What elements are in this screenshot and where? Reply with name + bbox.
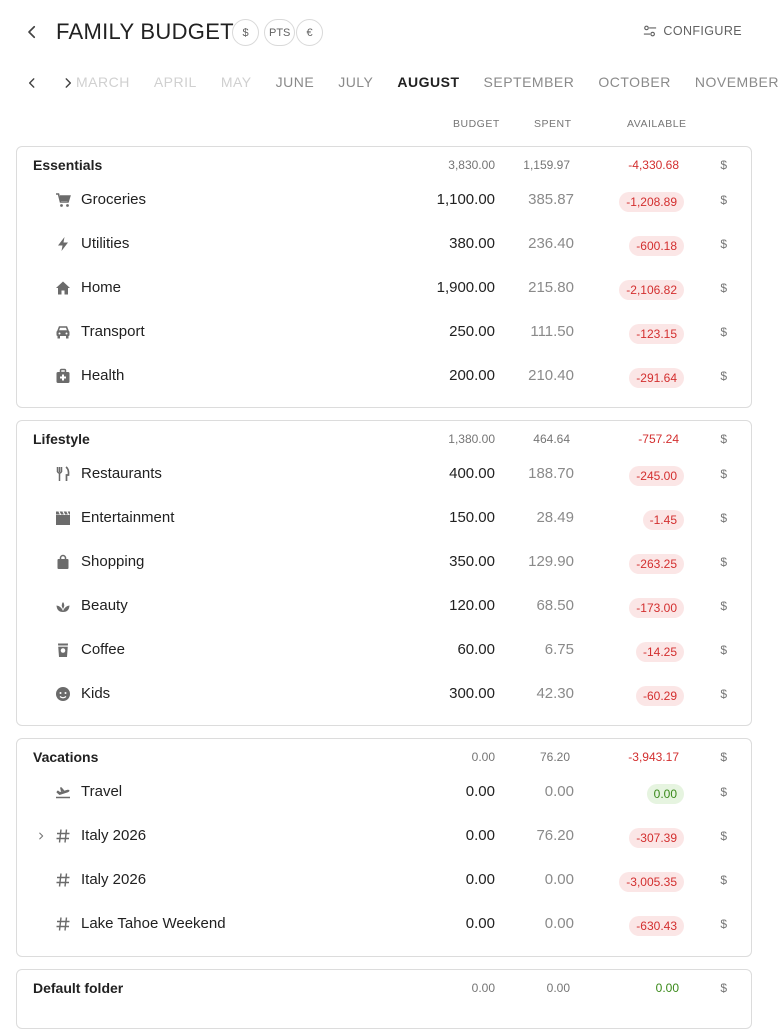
category-spent: 0.00: [544, 783, 574, 800]
category-icon: [55, 236, 71, 252]
currency-chip-euro[interactable]: €: [296, 19, 323, 46]
group-currency: $: [720, 981, 727, 995]
category-budget[interactable]: 300.00: [449, 685, 495, 702]
face-icon: [55, 686, 71, 702]
category-spent: 215.80: [528, 279, 574, 296]
category-budget[interactable]: 0.00: [465, 915, 495, 932]
category-icon: [55, 466, 71, 482]
category-currency: $: [720, 687, 727, 701]
category-icon: [55, 368, 71, 384]
category-available-badge[interactable]: -1.45: [643, 510, 684, 530]
category-name[interactable]: Restaurants: [81, 465, 162, 482]
category-spent: 42.30: [536, 685, 574, 702]
category-available-badge[interactable]: -600.18: [629, 236, 684, 256]
category-available-badge[interactable]: -14.25: [636, 642, 684, 662]
category-budget[interactable]: 0.00: [465, 783, 495, 800]
month-tab-june[interactable]: JUNE: [275, 74, 315, 90]
category-spent: 188.70: [528, 465, 574, 482]
category-name[interactable]: Coffee: [81, 641, 125, 658]
category-currency: $: [720, 829, 727, 843]
category-available-badge[interactable]: -173.00: [629, 598, 684, 618]
category-spent: 111.50: [530, 323, 574, 340]
category-icon: [55, 642, 71, 658]
month-tab-november[interactable]: NOVEMBER: [694, 74, 779, 90]
category-currency: $: [720, 325, 727, 339]
cart-icon: [55, 192, 71, 208]
category-budget[interactable]: 1,100.00: [436, 191, 495, 208]
category-budget[interactable]: 0.00: [465, 871, 495, 888]
page-title: FAMILY BUDGET: [56, 19, 234, 44]
category-icon: [55, 510, 71, 526]
group-spent: 464.64: [533, 432, 570, 446]
clapperboard-icon: [55, 510, 71, 526]
column-header-available: AVAILABLE: [627, 118, 687, 130]
category-available-badge[interactable]: -60.29: [636, 686, 684, 706]
category-spent: 129.90: [528, 553, 574, 570]
category-budget[interactable]: 60.00: [457, 641, 495, 658]
category-budget[interactable]: 200.00: [449, 367, 495, 384]
category-currency: $: [720, 237, 727, 251]
category-available-badge[interactable]: -245.00: [629, 466, 684, 486]
group-available: 0.00: [655, 981, 679, 995]
category-icon: [55, 686, 71, 702]
category-name[interactable]: Kids: [81, 685, 111, 702]
car-icon: [55, 324, 71, 340]
category-available-badge[interactable]: 0.00: [647, 784, 684, 804]
column-header-budget: BUDGET: [453, 118, 500, 130]
group-available: -757.24: [638, 432, 679, 446]
month-selector: [0, 64, 779, 102]
category-currency: $: [720, 281, 727, 295]
category-name[interactable]: Italy 2026: [81, 827, 147, 844]
group-budget: 1,380.00: [448, 432, 495, 446]
category-currency: $: [720, 785, 727, 799]
category-spent: 76.20: [536, 827, 574, 844]
spa-icon: [55, 598, 71, 614]
category-name[interactable]: Home: [81, 279, 122, 296]
category-name[interactable]: Beauty: [81, 597, 128, 614]
configure-label: CONFIGURE: [663, 24, 742, 38]
prev-month-button[interactable]: [22, 73, 42, 93]
budget-group-default-folder: [16, 969, 752, 1029]
shopping-bag-icon: [55, 554, 71, 570]
plane-icon: [55, 784, 71, 800]
hash-icon: [55, 916, 71, 932]
category-name[interactable]: Entertainment: [81, 509, 175, 526]
month-list: [76, 74, 779, 90]
chevron-left-icon: [23, 23, 41, 41]
category-spent: 236.40: [528, 235, 574, 252]
expand-row-button[interactable]: [35, 830, 47, 842]
category-name[interactable]: Health: [81, 367, 125, 384]
next-month-button[interactable]: [58, 73, 78, 93]
bolt-icon: [55, 236, 71, 252]
budget-group-vacations: [16, 738, 752, 957]
group-currency: $: [720, 158, 727, 172]
group-spent: 1,159.97: [523, 158, 570, 172]
category-spent: 0.00: [544, 871, 574, 888]
group-spent: 0.00: [546, 981, 570, 995]
hash-icon: [55, 828, 71, 844]
category-available-badge[interactable]: -1,208.89: [619, 192, 684, 212]
budget-group-essentials: [16, 146, 752, 408]
category-budget[interactable]: 350.00: [449, 553, 495, 570]
group-budget: 0.00: [471, 981, 495, 995]
category-spent: 28.49: [536, 509, 574, 526]
category-budget[interactable]: 250.00: [449, 323, 495, 340]
currency-chip-dollar[interactable]: $: [232, 19, 259, 46]
group-budget: 3,830.00: [448, 158, 495, 172]
month-tab-march[interactable]: MARCH: [76, 74, 130, 90]
month-tab-april[interactable]: APRIL: [153, 74, 197, 90]
category-currency: $: [720, 555, 727, 569]
category-name[interactable]: Transport: [81, 323, 145, 340]
category-currency: $: [720, 511, 727, 525]
category-currency: $: [720, 193, 727, 207]
chevron-left-icon: [25, 76, 39, 90]
category-budget[interactable]: 380.00: [449, 235, 495, 252]
category-icon: [55, 872, 71, 888]
month-tab-may[interactable]: MAY: [220, 74, 252, 90]
category-name[interactable]: Italy 2026: [81, 871, 147, 888]
group-name[interactable]: Default folder: [33, 980, 124, 996]
medical-bag-icon: [55, 368, 71, 384]
group-name[interactable]: Lifestyle: [33, 431, 90, 447]
category-currency: $: [720, 873, 727, 887]
home-icon: [55, 280, 71, 296]
category-available-badge[interactable]: -123.15: [629, 324, 684, 344]
category-currency: $: [720, 643, 727, 657]
category-icon: [55, 324, 71, 340]
category-currency: $: [720, 467, 727, 481]
category-currency: $: [720, 917, 727, 931]
category-icon: [55, 192, 71, 208]
budget-group-lifestyle: [16, 420, 752, 726]
group-currency: $: [720, 750, 727, 764]
category-spent: 0.00: [544, 915, 574, 932]
category-icon: [55, 598, 71, 614]
category-budget[interactable]: 120.00: [449, 597, 495, 614]
category-available-badge[interactable]: -307.39: [629, 828, 684, 848]
category-spent: 385.87: [528, 191, 574, 208]
month-track: [76, 64, 779, 102]
category-spent: 68.50: [536, 597, 574, 614]
category-available-badge[interactable]: -3,005.35: [619, 872, 684, 892]
category-name[interactable]: Utilities: [81, 235, 130, 252]
category-icon: [55, 554, 71, 570]
back-button[interactable]: [20, 20, 44, 44]
group-name[interactable]: Vacations: [33, 749, 99, 765]
month-tab-september[interactable]: SEPTEMBER: [483, 74, 575, 90]
group-available: -3,943.17: [628, 750, 679, 764]
category-icon: [55, 916, 71, 932]
chevron-right-icon: [36, 831, 46, 841]
column-header-spent: SPENT: [534, 118, 572, 130]
group-name[interactable]: Essentials: [33, 157, 103, 173]
group-budget: 0.00: [471, 750, 495, 764]
category-available-badge[interactable]: -2,106.82: [619, 280, 684, 300]
category-budget[interactable]: 1,900.00: [436, 279, 495, 296]
category-icon: [55, 784, 71, 800]
category-available-badge[interactable]: -630.43: [629, 916, 684, 936]
month-tab-july[interactable]: JULY: [338, 74, 374, 90]
group-available: -4,330.68: [628, 158, 679, 172]
category-available-badge[interactable]: -263.25: [629, 554, 684, 574]
chevron-right-icon: [61, 76, 75, 90]
category-budget[interactable]: 400.00: [449, 465, 495, 482]
category-currency: $: [720, 599, 727, 613]
app-header: [0, 0, 768, 64]
category-icon: [55, 828, 71, 844]
configure-button[interactable]: [643, 24, 742, 38]
month-tab-october[interactable]: OCTOBER: [598, 74, 671, 90]
category-icon: [55, 280, 71, 296]
sliders-icon: [643, 24, 657, 38]
group-spent: 76.20: [539, 750, 570, 764]
category-name[interactable]: Shopping: [81, 553, 145, 570]
currency-chip-pts[interactable]: PTS: [264, 19, 295, 46]
category-name[interactable]: Lake Tahoe Weekend: [81, 915, 226, 932]
category-available-badge[interactable]: -291.64: [629, 368, 684, 388]
category-name[interactable]: Travel: [81, 783, 123, 800]
category-name[interactable]: Groceries: [81, 191, 147, 208]
category-budget[interactable]: 0.00: [465, 827, 495, 844]
category-spent: 6.75: [544, 641, 574, 658]
category-budget[interactable]: 150.00: [449, 509, 495, 526]
category-currency: $: [720, 369, 727, 383]
hash-icon: [55, 872, 71, 888]
month-tab-august[interactable]: AUGUST: [397, 74, 460, 90]
utensils-icon: [55, 466, 71, 482]
group-currency: $: [720, 432, 727, 446]
category-spent: 210.40: [528, 367, 574, 384]
coffee-cup-icon: [55, 642, 71, 658]
